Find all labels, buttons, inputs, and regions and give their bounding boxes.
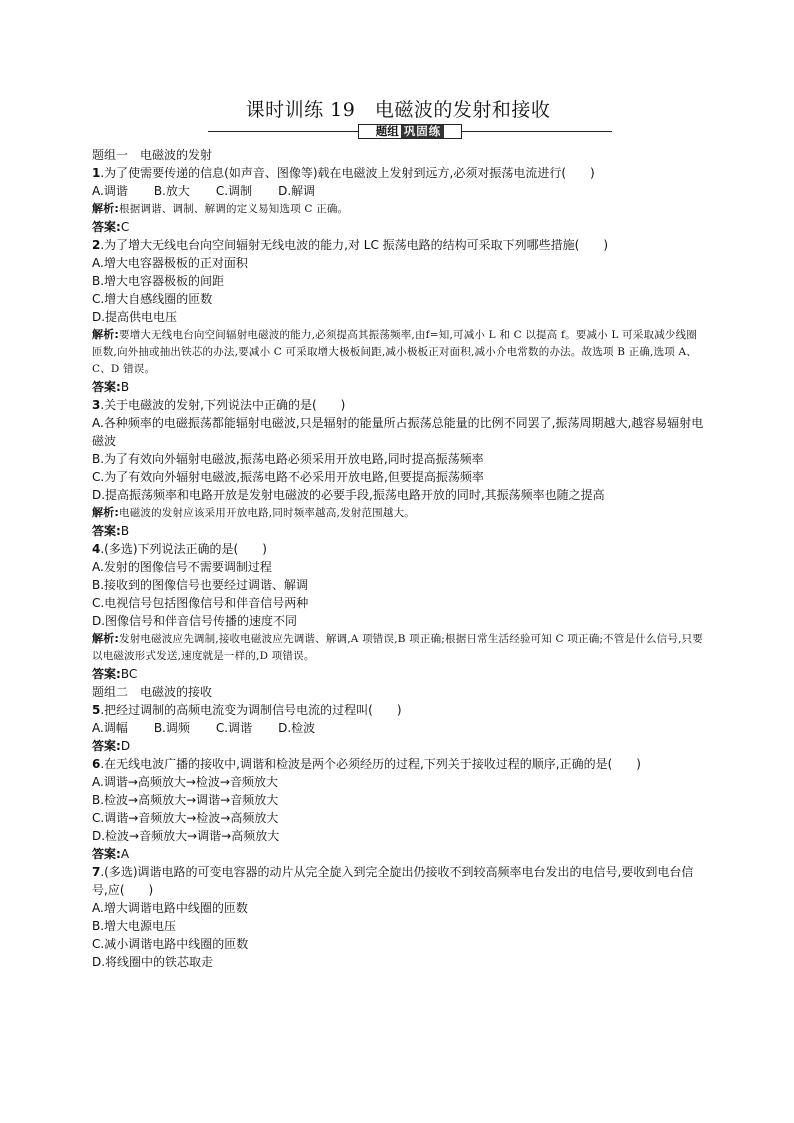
option: C.调制 <box>215 184 253 198</box>
option: D.解调 <box>278 184 316 198</box>
question-number: 7 <box>92 865 101 879</box>
answer-label: 答案: <box>92 380 121 394</box>
badge-label: 题组 <box>375 124 399 138</box>
option: B.接收到的图像信号也要经过调谐、解调 <box>92 578 309 592</box>
content <box>92 146 704 971</box>
question-stem <box>92 863 704 899</box>
explanation <box>92 200 704 218</box>
option: A.调谐 <box>92 184 128 198</box>
answer-value: B <box>120 524 130 538</box>
option: B.调频 <box>153 721 190 735</box>
option: D.提高振荡频率和电路开放是发射电磁波的必要手段,振荡电路开放的同时,其振荡频率也随之提高 <box>92 488 605 502</box>
explanation-text: 根据调谐、调制、解调的定义易知选项 C 正确。 <box>119 203 349 215</box>
question-text: .关于电磁波的发射,下列说法中正确的是( ) <box>100 398 346 412</box>
answer-label: 答案: <box>92 667 121 681</box>
option: A.发射的图像信号不需要调制过程 <box>92 560 272 574</box>
explanation-label: 解析: <box>92 202 119 215</box>
option: D.检波→音频放大→调谐→高频放大 <box>92 829 280 843</box>
explanation <box>92 326 704 378</box>
option: C.减小调谐电路中线圈的匝数 <box>92 937 249 951</box>
question-text: .把经过调制的高频电流变为调制信号电流的过程叫( ) <box>100 703 402 717</box>
option: B.检波→高频放大→调谐→音频放大 <box>92 793 279 807</box>
option: C.为了有效向外辐射电磁波,振荡电路不必采用开放电路,但要提高振荡频率 <box>92 470 484 484</box>
explanation-label: 解析: <box>92 328 119 341</box>
answer-label: 答案: <box>92 847 121 861</box>
question-number: 4 <box>92 542 101 556</box>
option: A.调幅 <box>92 721 128 735</box>
answer-label: 答案: <box>92 739 121 753</box>
question-text: .为了使需要传递的信息(如声音、图像等)载在电磁波上发射到远方,必须对振荡电流进行( ) <box>100 166 595 180</box>
option: D.图像信号和伴音信号传播的速度不同 <box>92 614 298 628</box>
option: B.增大电容器极板的间距 <box>92 274 225 288</box>
title-bar <box>92 124 704 140</box>
group-heading: 题组二 电磁波的接收 <box>92 685 213 699</box>
option: D.检波 <box>278 721 316 735</box>
option: B.增大电源电压 <box>92 919 177 933</box>
title-rule-right <box>462 131 612 132</box>
answer <box>92 665 704 683</box>
options-row <box>92 182 704 200</box>
answer-value: B <box>120 380 130 394</box>
option: B.为了有效向外辐射电磁波,振荡电路必须采用开放电路,同时提高振荡频率 <box>92 452 484 466</box>
explanation <box>92 630 704 665</box>
answer <box>92 522 704 540</box>
option: D.将线圈中的铁芯取走 <box>92 955 214 969</box>
page-title: 课时训练 19 电磁波的发射和接收 <box>245 99 551 121</box>
question-stem <box>92 396 704 414</box>
answer-label: 答案: <box>92 524 121 538</box>
question-stem <box>92 236 704 254</box>
question-text: .(多选)调谐电路的可变电容器的动片从完全旋入到完全旋出仍接收不到较高频率电台发出的电信号,要收到电台信号,应( ) <box>92 865 694 897</box>
option: A.调谐→高频放大→检波→音频放大 <box>92 775 278 789</box>
question-text: .为了增大无线电台向空间辐射无线电波的能力,对 LC 振荡电路的结构可采取下列哪些措施( ) <box>100 238 609 252</box>
answer <box>92 737 704 755</box>
badge-highlight: 巩固练 <box>401 125 445 138</box>
option: A.各种频率的电磁振荡都能辐射电磁波,只是辐射的能量所占振荡总能量的比例不同罢了,振荡周期越大,越容易辐射电磁波 <box>92 416 704 448</box>
option: C.调谐 <box>215 721 253 735</box>
option: D.提高供电电压 <box>92 310 178 324</box>
option: A.增大电容器极板的正对面积 <box>92 256 248 270</box>
question-stem <box>92 701 704 719</box>
question-stem <box>92 540 704 558</box>
answer-value: BC <box>120 667 138 681</box>
question-number: 3 <box>92 398 101 412</box>
group-heading: 题组一 电磁波的发射 <box>92 148 213 162</box>
question-number: 6 <box>92 757 101 771</box>
question-text: .在无线电波广播的接收中,调谐和检波是两个必须经历的过程,下列关于接收过程的顺序,正确的是( ) <box>100 757 641 771</box>
answer-value: C <box>120 220 130 234</box>
question-number: 2 <box>92 238 101 252</box>
explanation-label: 解析: <box>92 632 119 645</box>
document-page <box>92 98 704 971</box>
question-text: .(多选)下列说法正确的是( ) <box>100 542 267 556</box>
question-number: 1 <box>92 166 101 180</box>
section-badge <box>358 124 462 139</box>
explanation-text: 要增大无线电台向空间辐射电磁波的能力,必须提高其振荡频率,由f=知,可减小 L 和 C 以提高 f。要减小 L 可采取减少线圈匝数,向外抽或抽出铁芯的办法,要减小 C 可采取增大极板间距,减小极板正对面积,减小介电常数的办法。故选项 B 正确,选项 A、C、D 错误。 <box>92 329 698 375</box>
answer-label: 答案: <box>92 220 121 234</box>
question-stem <box>92 164 704 182</box>
explanation <box>92 504 704 522</box>
answer <box>92 378 704 396</box>
question-stem <box>92 755 704 773</box>
option: B.放大 <box>153 184 190 198</box>
option: C.增大自感线圈的匝数 <box>92 292 213 306</box>
explanation-label: 解析: <box>92 506 119 519</box>
option: A.增大调谐电路中线圈的匝数 <box>92 901 248 915</box>
answer <box>92 845 704 863</box>
options-row <box>92 719 704 737</box>
answer <box>92 218 704 236</box>
option: C.调谐→音频放大→检波→高频放大 <box>92 811 279 825</box>
option: C.电视信号包括图像信号和伴音信号两种 <box>92 596 309 610</box>
title-rule-left <box>208 131 358 132</box>
answer-value: A <box>120 847 130 861</box>
question-number: 5 <box>92 703 101 717</box>
explanation-text: 电磁波的发射应该采用开放电路,同时频率越高,发射范围越大。 <box>119 507 415 519</box>
explanation-text: 发射电磁波应先调制,接收电磁波应先调谐、解调,A 项错误,B 项正确;根据日常生活经验可知 C 项正确;不管是什么信号,只要以电磁波形式发送,速度就是一样的,D 项错误。 <box>92 633 704 662</box>
answer-value: D <box>120 739 131 753</box>
